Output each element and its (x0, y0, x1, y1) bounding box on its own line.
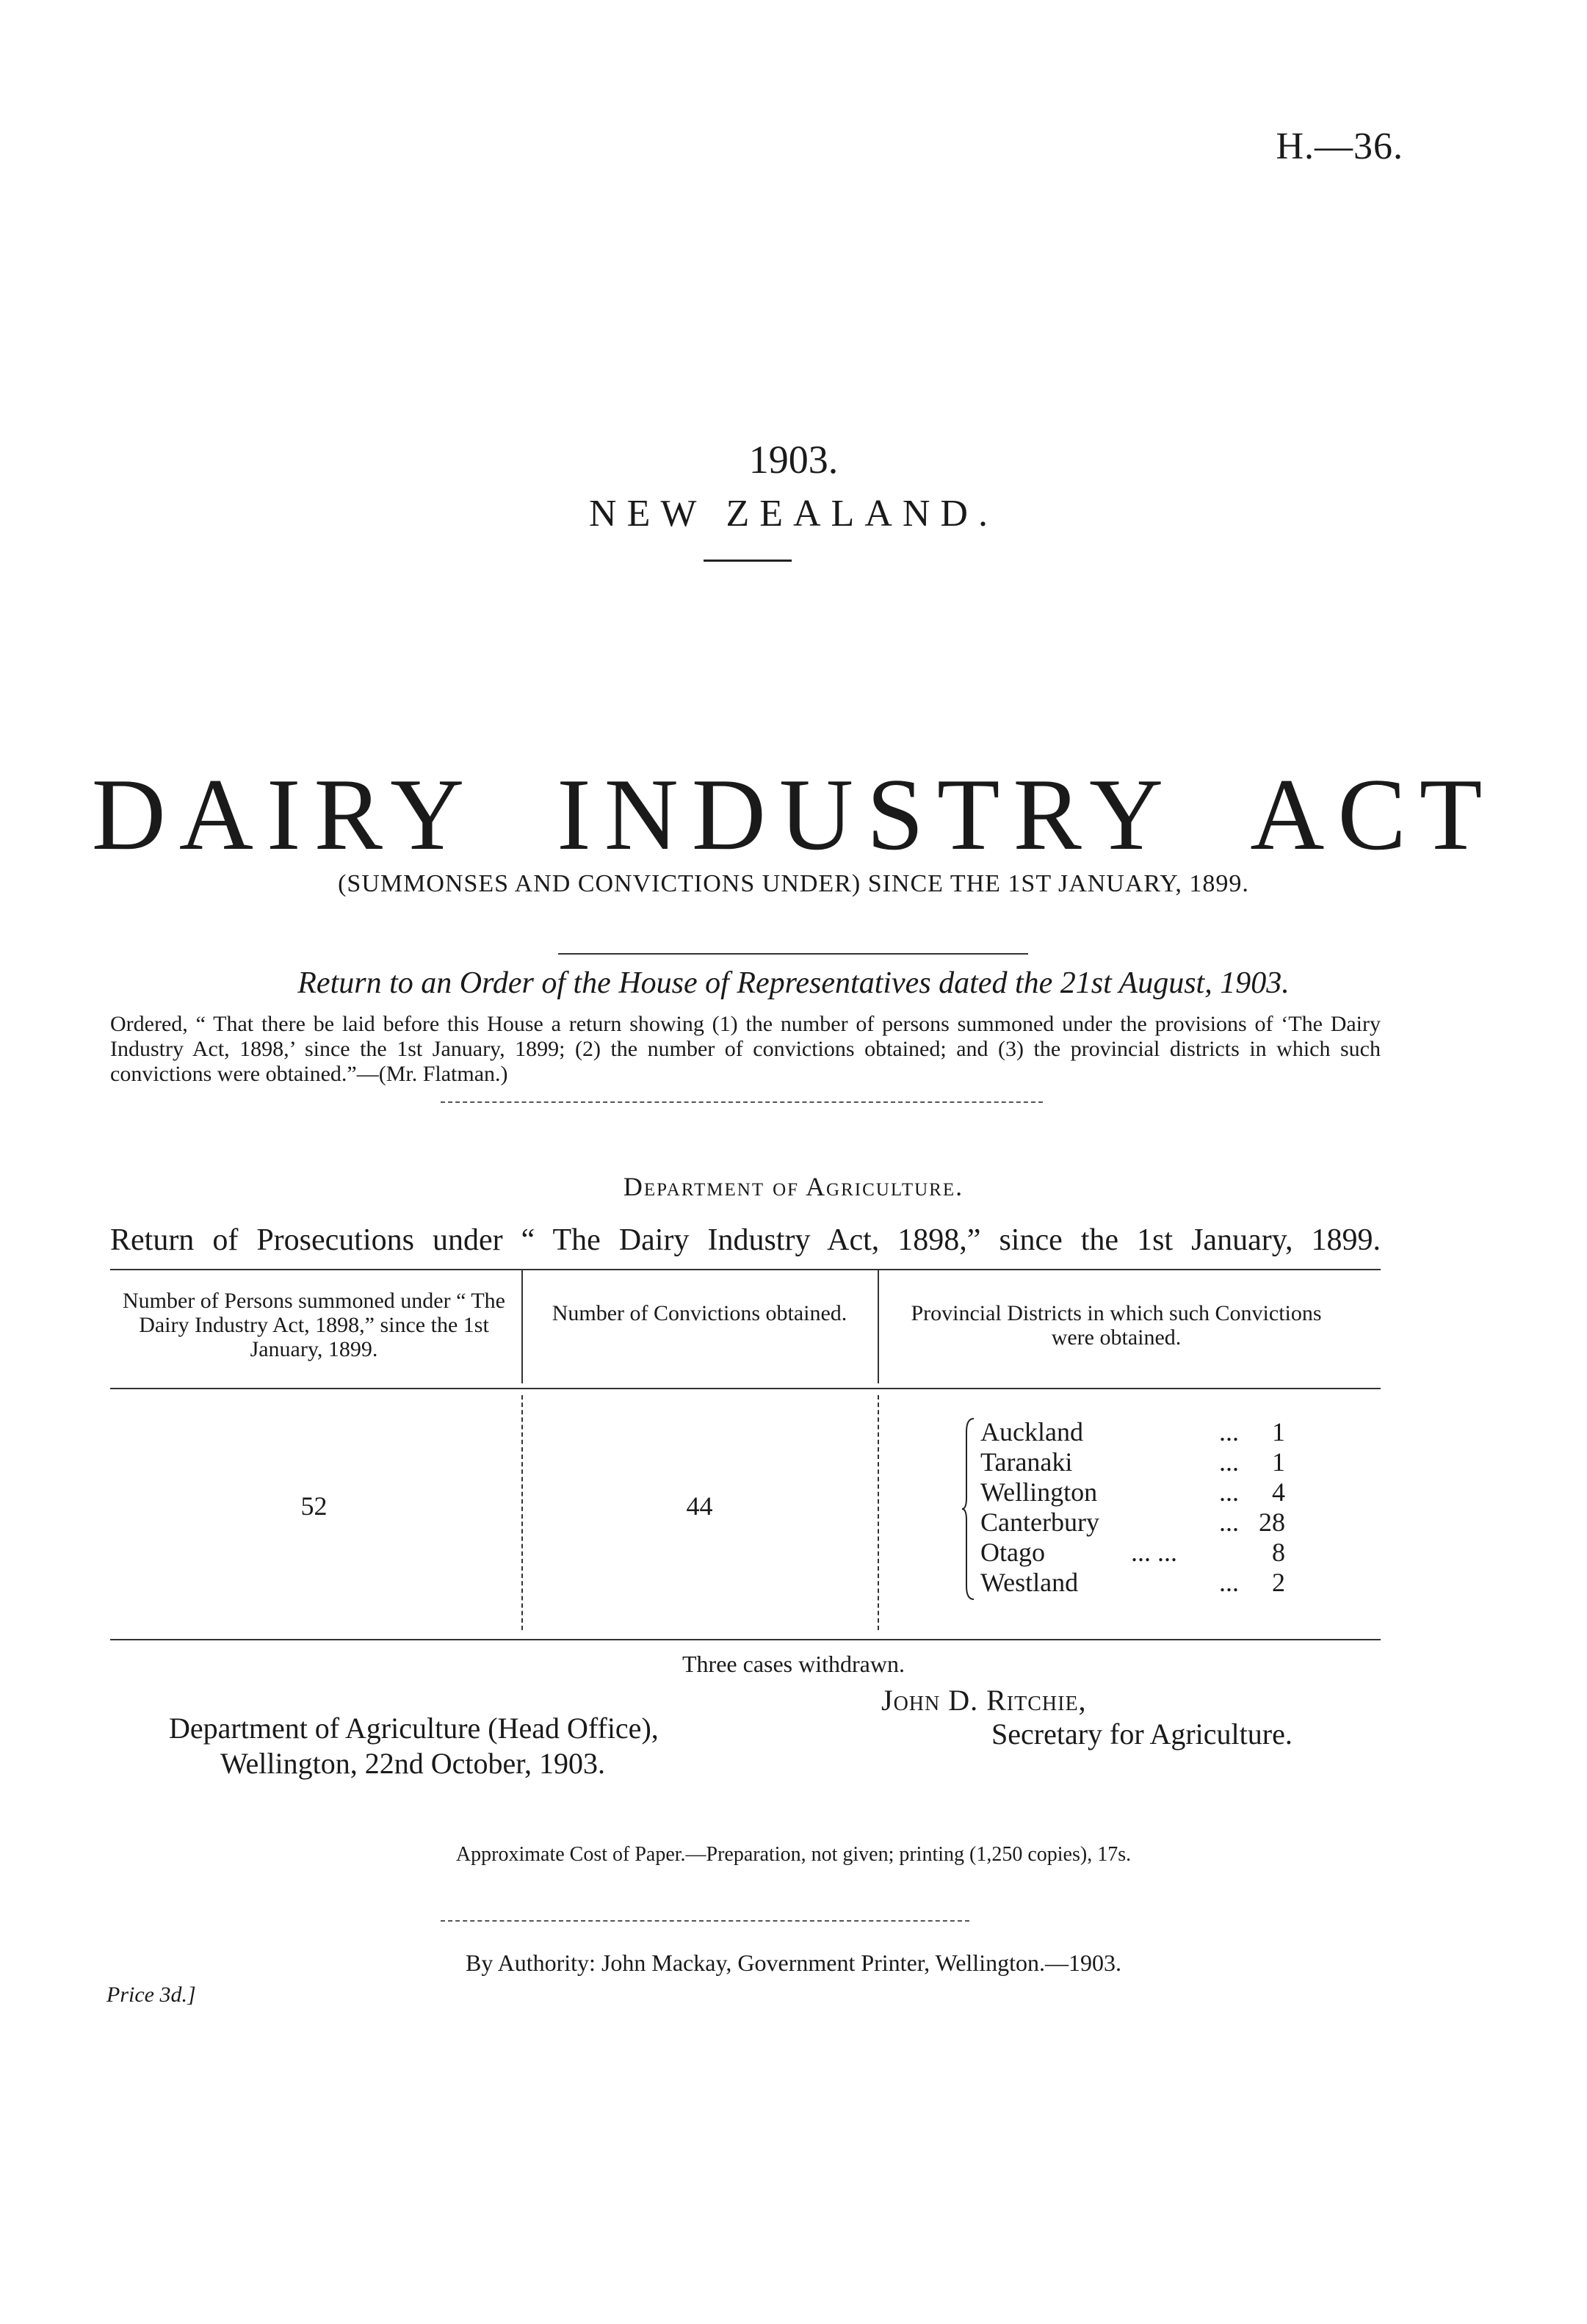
district-name: Wellington (980, 1477, 1098, 1507)
district-name: Otago (980, 1538, 1045, 1567)
order-text: Ordered, “ That there be laid before this House a return showing (1) the number of persons summoned under the provisions of ‘The Dairy Industry Act, 1898,’ since the 1st January, 1899; (2) the number of convictions obtained; and (3) the provincial districts in which such convictions were obtained.”—(Mr. Flatman.) (110, 1012, 1381, 1086)
year: 1903. (748, 438, 839, 482)
district-count: 1 (1272, 1447, 1285, 1477)
order-divider (441, 1101, 1043, 1103)
title-divider (704, 560, 792, 562)
paper-reference: H.—36. (1276, 126, 1403, 167)
header-convictions: Number of Convictions obtained. (552, 1301, 847, 1325)
district-count: 28 (1259, 1507, 1285, 1537)
district-name: Canterbury (980, 1507, 1099, 1537)
table-bottom-rule (110, 1639, 1381, 1640)
table-top-rule (110, 1269, 1381, 1270)
signatory-title: Secretary for Agriculture. (991, 1717, 1293, 1751)
document-subtitle: (SUMMONSES AND CONVICTIONS UNDER) SINCE THE 1ST JANUARY, 1899. (338, 870, 1249, 897)
return-heading: Return of Prosecutions under “ The Dairy Industry Act, 1898,” since the 1st January, 1899. (110, 1223, 1381, 1257)
country-name: NEW ZEALAND. (589, 493, 998, 535)
issuing-office: Department of Agriculture (Head Office), (169, 1712, 659, 1745)
district-name: Taranaki (980, 1447, 1073, 1477)
issue-place-date: Wellington, 22nd October, 1903. (220, 1747, 605, 1780)
header-districts: Provincial Districts in which such Convictions were obtained. (911, 1301, 1322, 1350)
document-title: DAIRY INDUSTRY ACT (91, 758, 1496, 872)
district-count: 8 (1272, 1538, 1285, 1567)
district-name: Auckland (980, 1417, 1083, 1447)
department-heading: Department of Agriculture. (623, 1172, 964, 1201)
printer-authority: By Authority: John Mackay, Government Printer, Wellington.—1903. (466, 1950, 1121, 1976)
district-count: 1 (1272, 1417, 1285, 1447)
withdrawn-note: Three cases withdrawn. (682, 1651, 905, 1677)
district-dots: ... (1219, 1568, 1239, 1597)
table-column-divider (878, 1269, 879, 1383)
district-count: 2 (1272, 1568, 1285, 1597)
table-column-divider (521, 1269, 523, 1383)
district-dots: ... (1219, 1507, 1239, 1537)
district-name: Westland (980, 1568, 1079, 1597)
return-order-line: Return to an Order of the House of Representatives dated the 21st August, 1903. (297, 966, 1290, 1000)
section-divider (558, 953, 1028, 955)
header-persons-summoned: Number of Persons summoned under “ The Dairy Industry Act, 1898,” since the 1st January, 1899. (122, 1289, 505, 1361)
cost-of-paper: Approximate Cost of Paper.—Preparation, not given; printing (1,250 copies), 17s. (455, 1843, 1132, 1866)
convictions-value: 44 (686, 1491, 713, 1521)
header-bottom-rule (110, 1388, 1381, 1389)
district-dots: ... (1219, 1447, 1239, 1477)
persons-summoned-value: 52 (300, 1491, 328, 1521)
district-dots: ... ... (1131, 1538, 1177, 1567)
footer-divider (441, 1920, 969, 1922)
table-column-divider (521, 1395, 523, 1630)
price: Price 3d.] (106, 1983, 196, 2007)
district-count: 4 (1272, 1477, 1285, 1507)
district-dots: ... (1219, 1417, 1239, 1447)
signatory-name: John D. Ritchie, (881, 1684, 1087, 1717)
table-column-divider (878, 1395, 879, 1630)
district-brace (962, 1417, 975, 1601)
district-dots: ... (1219, 1477, 1239, 1507)
